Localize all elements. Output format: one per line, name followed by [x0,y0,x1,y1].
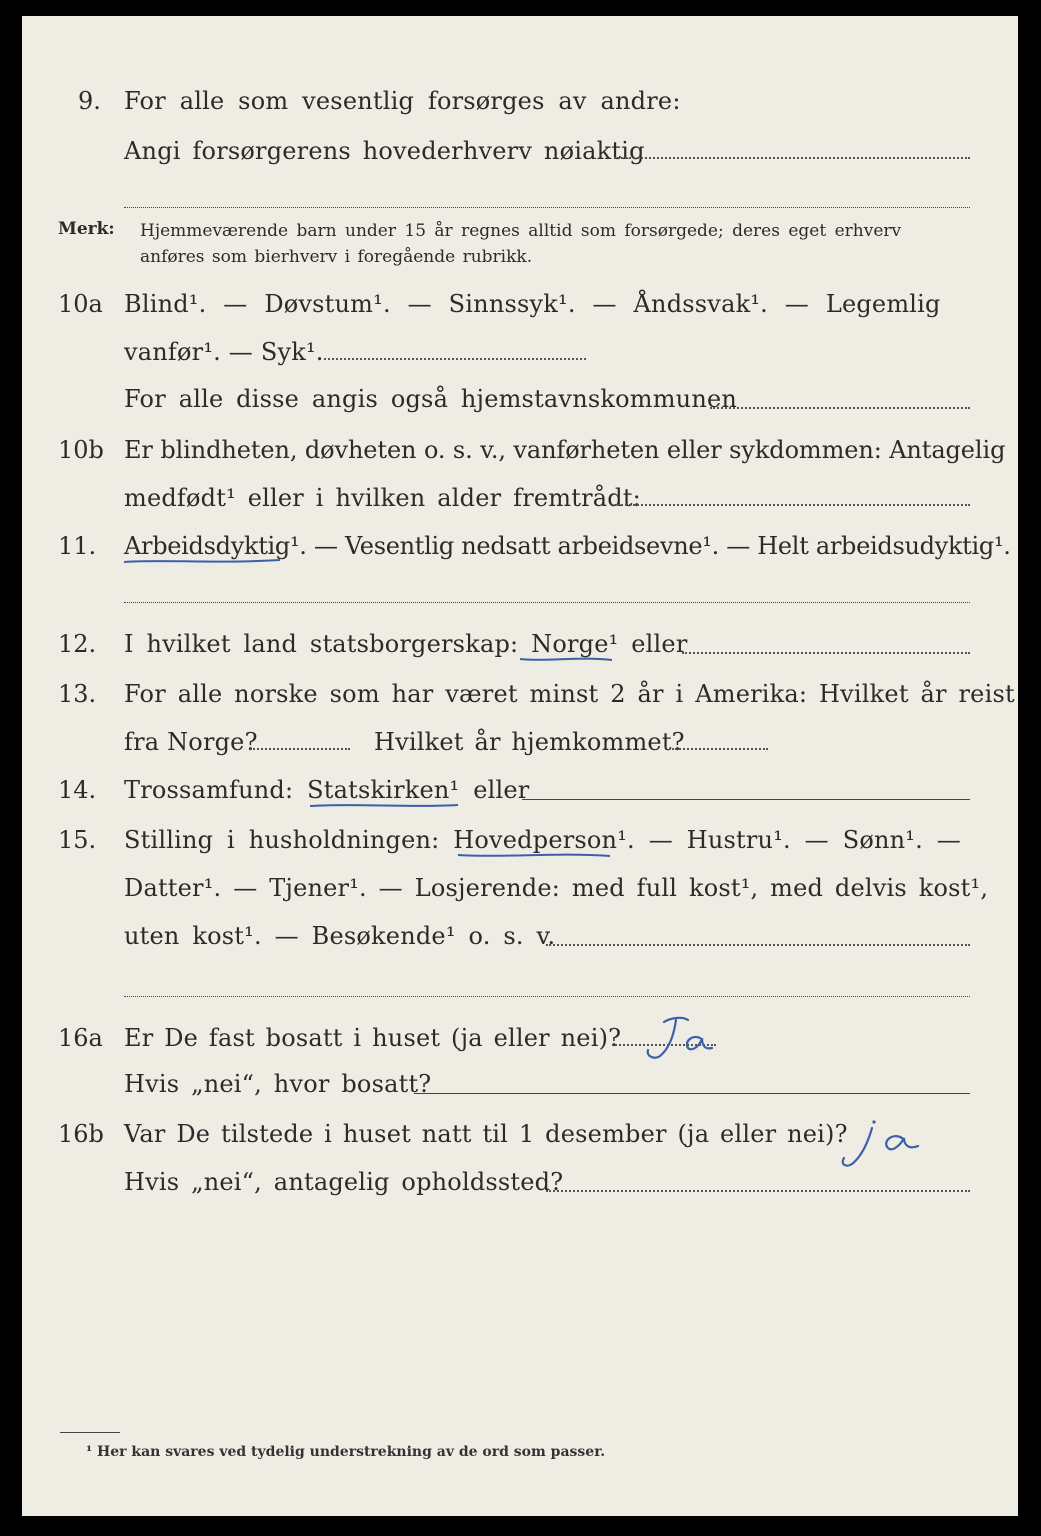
q16a-line2: Hvis „nei“, hvor bosatt? [124,1070,432,1098]
q10b-line1: Er blindheten, døvheten o. s. v., vanførheten eller sykdommen: Antagelig [124,436,1006,464]
merk-line1: Hjemmeværende barn under 15 år regnes alltid som forsørgede; deres eget erhverv [140,221,902,241]
merk-label: Merk: [58,219,115,239]
q10a-line3: For alle disse angis også hjemstavnskommunen [124,385,738,413]
q10a-line2: vanfør¹. — Syk¹. [124,338,324,366]
q12-number: 12. [58,630,97,658]
q15-number: 15. [58,826,97,854]
q13-number: 13. [58,680,97,708]
q16a-line1: Er De fast bosatt i huset (ja eller nei)? [124,1024,622,1052]
q15-answer-line[interactable] [546,944,970,946]
q11-underline-mark [122,556,282,566]
q13-right-answer-line[interactable] [672,748,768,750]
q16b-number: 16b [58,1120,104,1148]
q9-answer-line[interactable] [614,157,970,159]
q10b-number: 10b [58,436,104,464]
q9-line2: Angi forsørgerens hovederhverv nøiaktig [124,137,645,165]
q11-number: 11. [58,532,97,560]
q9-number: 9. [78,87,101,115]
q14-line1: Trossamfund: Statskirken¹ eller [124,776,530,804]
q12-answer-line[interactable] [682,652,970,654]
footnote: ¹ Her kan svares ved tydelig understrekning av de ord som passer. [86,1444,606,1460]
q10a-home-answer-line[interactable] [710,407,970,409]
q11-line1: Arbeidsdyktig¹. — Vesentlig nedsatt arbeidsevne¹. — Helt arbeidsudyktig¹. [124,532,1011,560]
q16a-handwritten-answer [630,1014,720,1064]
q16b-handwritten-answer [832,1116,928,1172]
q9-answer-line-2[interactable] [124,207,970,208]
merk-line2: anføres som bierhverv i foregående rubrikk. [140,247,533,267]
q13-left-answer-line[interactable] [250,748,350,750]
q16b-line2: Hvis „nei“, antagelig opholdssted? [124,1168,564,1196]
q10a-answer-line[interactable] [324,358,586,360]
q14-answer-line[interactable] [522,799,970,800]
q10b-answer-line[interactable] [614,504,970,506]
q14-number: 14. [58,776,97,804]
q11-answer-line[interactable] [124,602,970,603]
q15-underline-mark [456,850,612,860]
q12-line1: I hvilket land statsborgerskap: Norge¹ eller [124,630,688,658]
census-form-page [22,16,1018,1516]
q12-underline-mark [518,654,614,664]
q10a-number: 10a [58,290,103,318]
q15-answer-line-2[interactable] [124,996,970,997]
q13-line2a: fra Norge? [124,728,258,756]
q16a-residence-answer-line[interactable] [414,1093,970,1094]
q13-line1: For alle norske som har været minst 2 år i Amerika: Hvilket år reist [124,680,1015,708]
q9-line1: For alle som vesentlig forsørges av andre: [124,87,681,115]
q10b-line2: medfødt¹ eller i hvilken alder fremtrådt: [124,484,641,512]
q16a-number: 16a [58,1024,103,1052]
q15-line1: Stilling i husholdningen: Hovedperson¹. — Hustru¹. — Sønn¹. — [124,826,961,854]
q10a-line1: Blind¹. — Døvstum¹. — Sinnssyk¹. — Åndssvak¹. — Legemlig [124,290,941,318]
q16b-answer-line[interactable] [546,1190,970,1192]
q16b-line1: Var De tilstede i huset natt til 1 desember (ja eller nei)? [124,1120,848,1148]
q15-line2: Datter¹. — Tjener¹. — Losjerende: med full kost¹, med delvis kost¹, [124,874,989,902]
q14-underline-mark [308,800,460,810]
q15-line3: uten kost¹. — Besøkende¹ o. s. v. [124,922,556,950]
footnote-rule [60,1432,120,1433]
q13-line2b: Hvilket år hjemkommet? [374,728,685,756]
